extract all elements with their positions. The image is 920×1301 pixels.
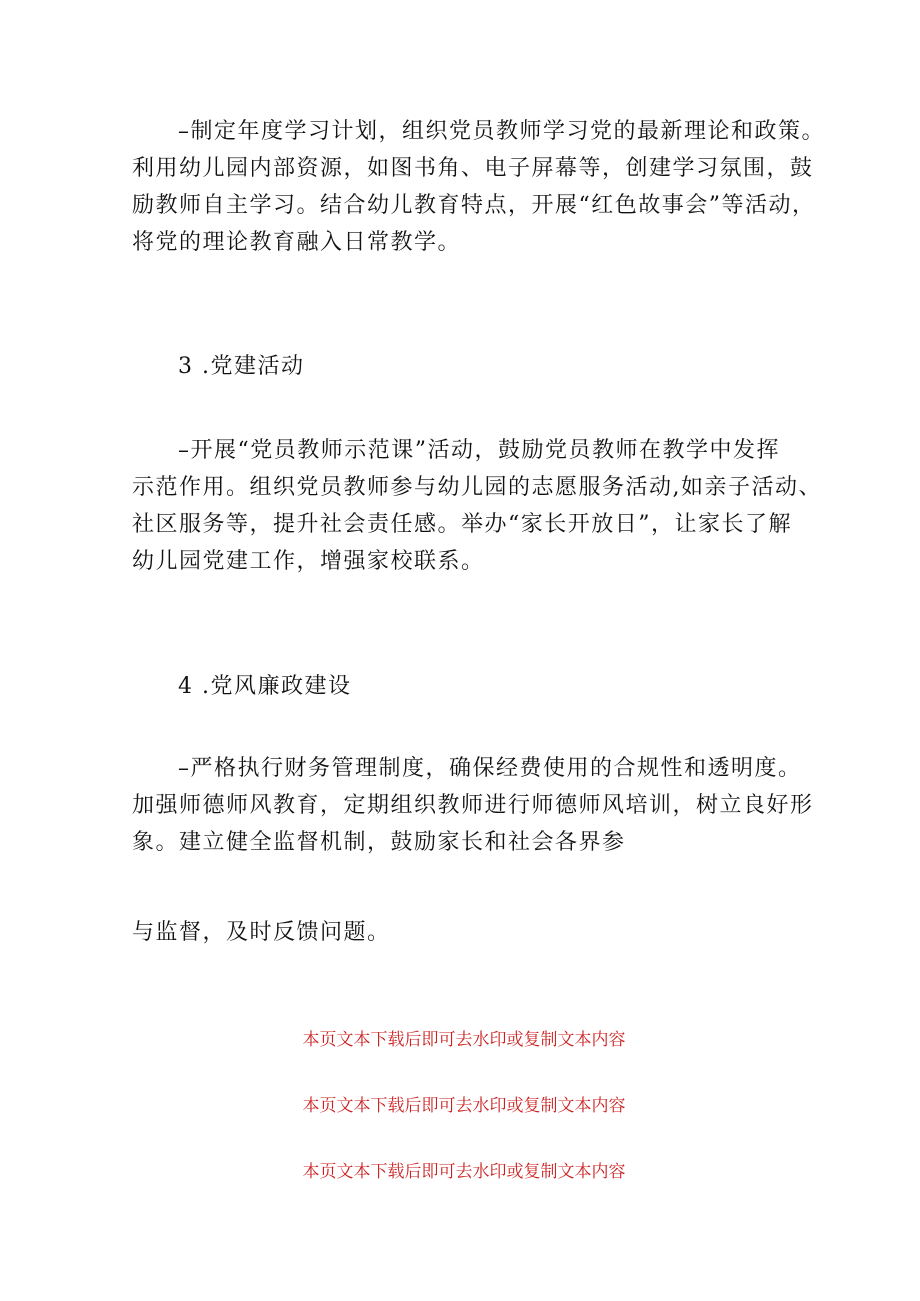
section-heading-integrity-building: 4 .党风廉政建设 [178,674,352,699]
paragraph-line: 象。建立健全监督机制，鼓励家长和社会各界参 [132,830,626,855]
watermark-notice: 本页文本下载后即可去水印或复制文本内容 [302,1162,626,1182]
paragraph-line: 与监督，及时反馈问题。 [132,920,391,945]
integrity-building-trailing [132,914,812,951]
watermark-notice: 本页文本下载后即可去水印或复制文本内容 [302,1096,626,1116]
watermark-notice: 本页文本下载后即可去水印或复制文本内容 [302,1030,626,1050]
integrity-building-paragraph [132,750,812,861]
paragraph-line: 示范作用。组织党员教师参与幼儿园的志愿服务活动,如亲子活动、 [132,475,822,500]
paragraph-line: 社区服务等，提升社会责任感。举办“家长开放日”，让家长了解 [132,512,792,537]
paragraph-line: 励教师自主学习。结合幼儿教育特点，开展“红色故事会”等活动， [132,193,816,218]
intro-paragraph [132,113,826,261]
paragraph-line: 幼儿园党建工作，增强家校联系。 [132,549,485,574]
paragraph-line: –开展“党员教师示范课”活动，鼓励党员教师在教学中发挥 [178,438,780,463]
paragraph-line: 加强师德师风教育，定期组织教师进行师德师风培训，树立良好形 [132,793,814,818]
paragraph-line: 将党的理论教育融入日常教学。 [132,230,462,255]
paragraph-line: –制定年度学习计划，组织党员教师学习党的最新理论和政策。 [178,119,826,144]
section-heading-party-activities: 3 .党建活动 [178,354,305,379]
paragraph-line: 利用幼儿园内部资源，如图书角、电子屏幕等，创建学习氛围，鼓 [132,156,814,181]
party-activities-paragraph [132,432,822,580]
paragraph-line: –严格执行财务管理制度，确保经费使用的合规性和透明度。 [178,756,802,781]
